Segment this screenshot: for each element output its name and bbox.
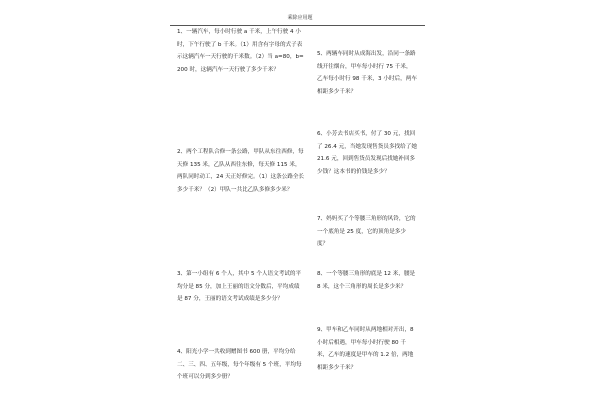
- page-title: 乘除应用题: [287, 15, 313, 21]
- problem-4: 4、阳光小学一共收到赠图书 600 册，平均分给二、三、四、五年级，每个年级有 5 个班，平均每个班可以分到多少册？: [177, 349, 302, 381]
- problem-6: 6、小芳去书店买书，付了 30 元，找回了 26.4 元，当她发现售货员多找给了她 21.6 元，回到售货员发现后找她补回多少钱？这本书的价钱是多少？: [317, 131, 417, 175]
- problem-7: 7、妈妈买了个等腰三角形的风铃，它的一个底角是 25 度，它的顶角是多少度？: [317, 216, 416, 248]
- problem-5: 5、两辆车同时从成海出发，沿同一条路线开往烟台，甲车每小时行 75 千米，乙车每小时行 98 千米，3 小时后，两车相距多少千米？: [317, 51, 417, 95]
- problem-1: 1、一辆汽车，每小时行驶 a 千米，上午行驶 4 小时，下午行驶了 b 千米。（1）用含有字母的式子表示这辆汽车一天行驶的千米数。（2）当 a=80，b=200 时，这辆汽车一天行驶了多少千米？: [177, 29, 304, 73]
- problem-9: 9、甲车和乙车同时从两地相对开出，8 小时后相遇，甲车每小时行驶 80 千米，乙车的速度是甲车的 1.2 倍，两地相距多少千米？: [317, 327, 414, 371]
- problem-8: 8、一个等腰三角形的底是 12 米，腰是 8 米，这个三角形的周长是多少米？: [317, 271, 416, 290]
- problem-3: 3、第一小组有 6 个人，其中 5 个人语文考试的平均分是 85 分，加上王丽的语文分数后，平均成绩是 87 分，王丽的语文考试成绩是多少分？: [177, 271, 302, 303]
- problem-2: 2、两个工程队合修一条公路，甲队从东往西修，每天修 135 米，乙队从西往东修，每天修 115 米，两队同时动工，24 天正好修完。（1）这条公路全长多少千米？（2）甲队一共比乙队多修多少米？: [177, 149, 305, 193]
